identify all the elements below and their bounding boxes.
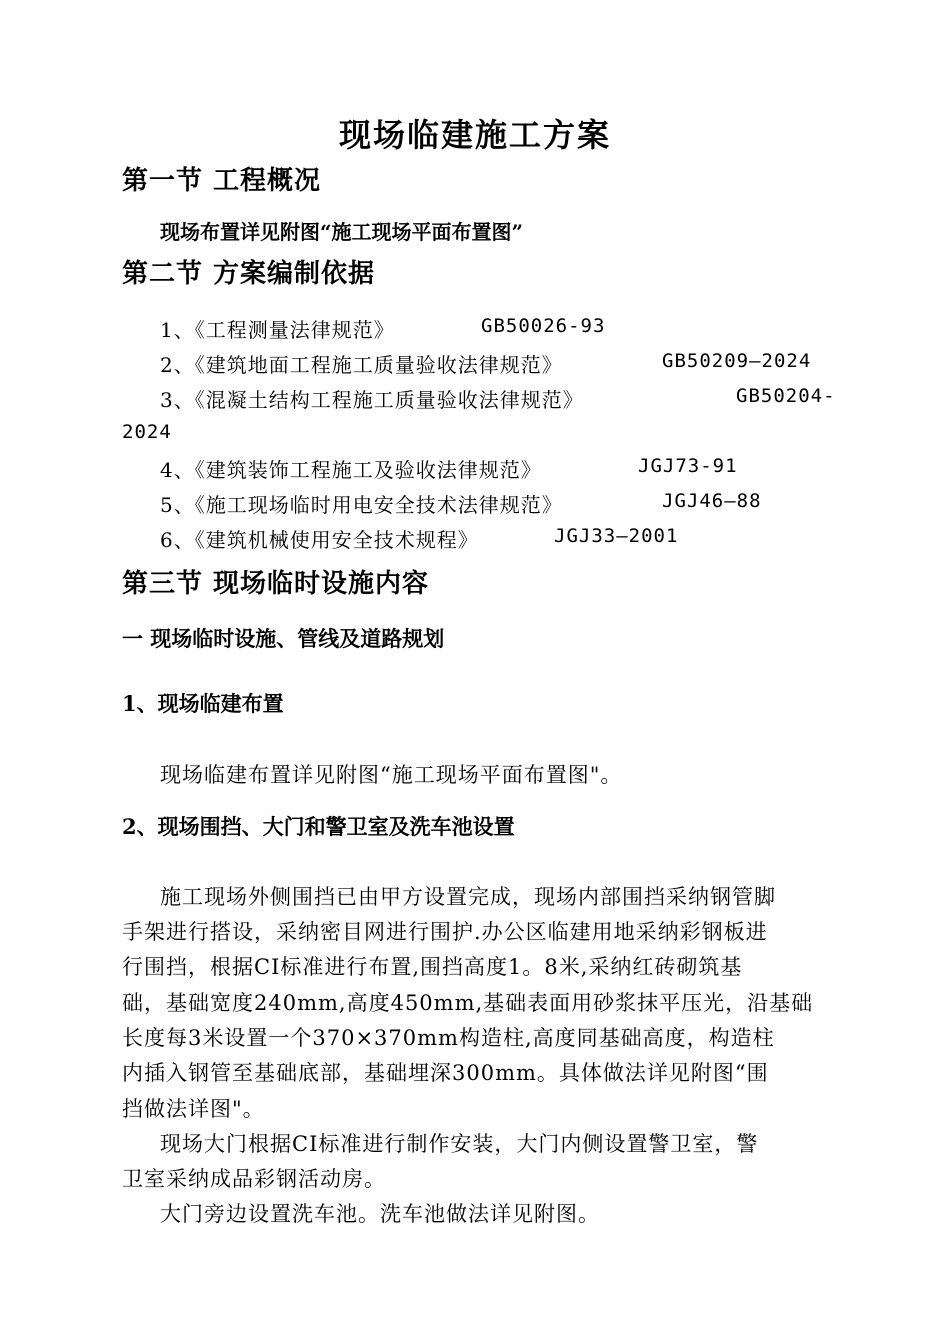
item-1-heading: 1、现场临建布置	[122, 691, 284, 716]
reference-code: JGJ46—88	[662, 490, 762, 512]
paragraph-line: 卫室采纳成品彩钢活动房。	[122, 1167, 386, 1191]
reference-item	[160, 524, 679, 553]
paragraph-line: 长度每3米设置一个370×370mm构造柱,高度同基础高度，构造柱	[122, 1026, 775, 1050]
section-1-text: 现场布置详见附图“施工现场平面布置图”	[160, 220, 524, 244]
reference-name: 1、《工程测量法律规范》	[160, 318, 395, 342]
reference-code: GB50026-93	[481, 315, 606, 337]
paragraph-line: 础，基础宽度240mm,高度450mm,基础表面用砂浆抹平压光，沿基础	[122, 991, 814, 1015]
reference-code: 2024	[122, 421, 172, 443]
section-1-heading: 第一节 工程概况	[122, 166, 322, 196]
paragraph-line: 现场大门根据CI标准进行制作安装，大门内侧设置警卫室，警	[160, 1132, 759, 1156]
document-title: 现场临建施工方案	[338, 116, 611, 154]
section-3-heading: 第三节 现场临时设施内容	[122, 569, 430, 599]
subsection-heading: 一 现场临时设施、管线及道路规划	[122, 626, 445, 651]
reference-item	[160, 454, 738, 483]
paragraph-line: 大门旁边设置洗车池。洗车池做法详见附图。	[160, 1202, 600, 1226]
reference-item	[160, 384, 836, 413]
item-2-heading: 2、现场围挡、大门和警卫室及洗车池设置	[122, 814, 515, 839]
reference-code: GB50204-	[736, 385, 836, 407]
section-2-heading: 第二节 方案编制依据	[122, 259, 376, 289]
reference-item	[160, 349, 812, 378]
paragraph-line: 手架进行搭设，采纳密目网进行围护.办公区临建用地采纳彩钢板进	[122, 920, 768, 944]
reference-code-continuation	[122, 419, 172, 443]
reference-code: JGJ73-91	[638, 455, 738, 477]
reference-name: 2、《建筑地面工程施工质量验收法律规范》	[160, 353, 563, 377]
paragraph-line: 行围挡，根据CI标准进行布置,围挡高度1。8米,采纳红砖砌筑基	[122, 955, 743, 979]
reference-item	[160, 314, 606, 343]
paragraph-line: 挡做法详图"。	[122, 1097, 265, 1121]
reference-name: 6、《建筑机械使用安全技术规程》	[160, 528, 479, 552]
item-1-text: 现场临建布置详见附图“施工现场平面布置图"。	[160, 763, 623, 787]
paragraph-line: 内插入钢管至基础底部，基础埋深300mm。具体做法详见附图“围	[122, 1061, 769, 1085]
reference-code: JGJ33—2001	[554, 525, 679, 547]
reference-name: 4、《建筑装饰工程施工及验收法律规范》	[160, 458, 542, 482]
reference-name: 5、《施工现场临时用电安全技术法律规范》	[160, 493, 563, 517]
paragraph-line: 施工现场外侧围挡已由甲方设置完成，现场内部围挡采纳钢管脚	[160, 885, 776, 909]
reference-item	[160, 489, 762, 518]
reference-name: 3、《混凝土结构工程施工质量验收法律规范》	[160, 388, 584, 412]
reference-code: GB50209—2024	[662, 350, 812, 372]
